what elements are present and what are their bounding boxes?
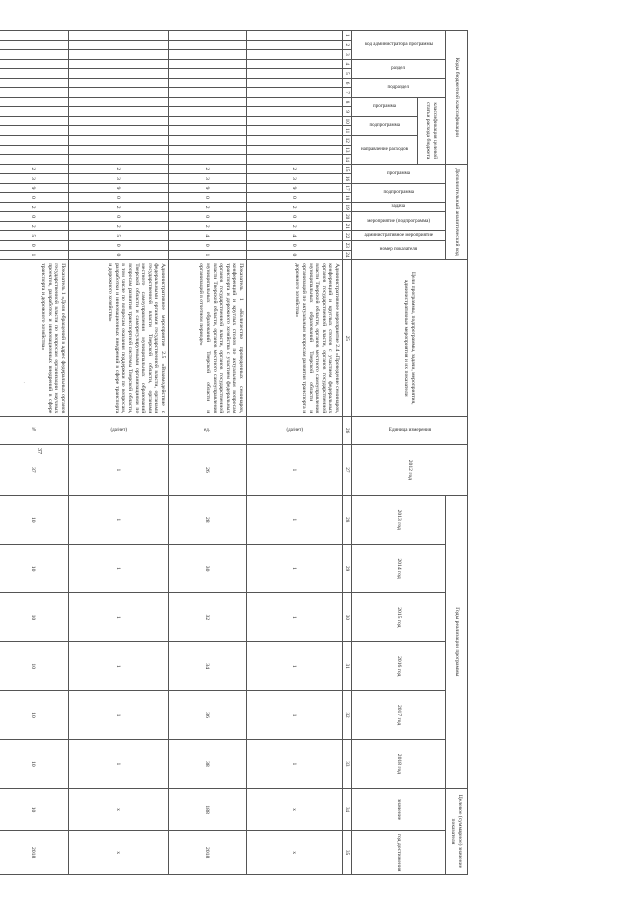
budget-code-cell — [247, 97, 343, 107]
header-target-year: год достижения — [352, 831, 446, 875]
analytic-code-digit: 3 — [247, 174, 343, 184]
column-number: 14 — [343, 155, 352, 165]
budget-code-cell — [0, 69, 69, 79]
budget-code-cell — [169, 50, 247, 60]
budget-code-cell — [169, 31, 247, 41]
unit-cell — [247, 417, 343, 445]
target-value: 10 — [0, 788, 69, 830]
analytic-code-digit: 2 — [69, 202, 169, 212]
analytic-code-digit: 9 — [69, 183, 169, 193]
header-year-2014: 2014 год — [352, 544, 446, 593]
header-additional-title: Дополнительный аналитический код — [446, 164, 468, 260]
budget-code-cell — [247, 50, 343, 60]
analytic-code-digit: 2 — [169, 221, 247, 231]
header-program: программа — [352, 97, 418, 116]
unit-text: ед. — [204, 427, 211, 433]
budget-code-cell — [69, 88, 169, 98]
analytic-code-digit: 9 — [0, 183, 69, 193]
column-number: 15 — [343, 164, 352, 174]
column-number: 23 — [343, 241, 352, 251]
header-subsection: подраздел — [352, 78, 446, 97]
header-section: раздел — [352, 59, 446, 78]
column-number: 34 — [343, 788, 352, 830]
header-base-year: 2012 год — [352, 444, 468, 495]
year-value: 1 — [247, 691, 343, 740]
year-value: 1 — [247, 739, 343, 788]
analytic-code-digit: 0 — [0, 193, 69, 203]
unit-cell — [69, 417, 169, 445]
column-number: 30 — [343, 593, 352, 642]
column-number: 35 — [343, 831, 352, 875]
analytic-code-digit: 2 — [0, 221, 69, 231]
indicator-description: Показатель 1 «Количество проведенных семинаров, конференций и круглых столов по актуальным вопросам транспорта и дорожного хозяйства с участием федеральных органов государственной власти, органов государственной власти Тверской области, органов местного самоуправления муниципальных образований Тверской области и организаций в отчетном периоде» — [169, 260, 247, 417]
budget-code-cell — [0, 116, 69, 126]
header-add-task: задача — [352, 202, 446, 212]
header-target-block: классификация целевой статьи расхода бюджета — [418, 97, 446, 164]
budget-code-cell — [69, 136, 169, 146]
year-value: 30 — [169, 544, 247, 593]
header-add-indicator: номер показателя — [352, 241, 446, 260]
header-target-value: значение — [352, 788, 446, 830]
year-value: 1 — [69, 642, 169, 691]
budget-code-cell — [69, 116, 169, 126]
analytic-code-digit: 2 — [247, 164, 343, 174]
header-year-2017: 2017 год — [352, 691, 446, 740]
header-year-2013: 2013 год — [352, 495, 446, 544]
year-value: 1 — [69, 544, 169, 593]
header-target-title: Целевое (суммарное) значение показателя — [446, 788, 468, 874]
target-year: 2018 — [169, 831, 247, 875]
target-year: х — [69, 831, 169, 875]
analytic-code-digit: 2 — [169, 164, 247, 174]
budget-code-cell — [0, 59, 69, 69]
unit-cell — [0, 417, 69, 445]
budget-code-cell — [169, 88, 247, 98]
target-value: х — [69, 788, 169, 830]
analytic-code-digit: 0 — [247, 193, 343, 203]
indicator-description: Административное мероприятие 2.4 «Проведение семинаров, конференций и круглых столов с участием федеральных органов государственной власти, органов государственной власти Тверской области, органов местного самоуправления муниципальных образований Тверской области и организаций по актуальным вопросам развития транспорта и дорожного хозяйства» — [247, 260, 343, 417]
budget-code-cell — [0, 88, 69, 98]
page-number: 37 — [36, 448, 42, 454]
budget-code-cell — [247, 116, 343, 126]
year-value: 28 — [169, 495, 247, 544]
column-number: 16 — [343, 174, 352, 184]
budget-code-cell — [247, 107, 343, 117]
analytic-code-digit: 0 — [247, 241, 343, 251]
year-value: 10 — [0, 544, 69, 593]
year-value: 1 — [69, 495, 169, 544]
budget-code-cell — [169, 107, 247, 117]
header-codes-title: Коды бюджетной классификации — [446, 31, 468, 165]
year-value: 10 — [0, 739, 69, 788]
budget-code-cell — [247, 88, 343, 98]
analytic-code-digit: 2 — [69, 221, 169, 231]
header-unit: Единица измерения — [352, 417, 468, 445]
column-number: 19 — [343, 202, 352, 212]
rotated-program-table-sheet — [30, 30, 468, 875]
column-number: 5 — [343, 69, 352, 79]
header-goals-title: Цели программы, подпрограммы, задачи, мероприятия, административные мероприятия и их показатели — [352, 260, 468, 417]
analytic-code-digit: 0 — [0, 212, 69, 222]
budget-code-cell — [69, 126, 169, 136]
analytic-code-digit: 0 — [69, 193, 169, 203]
year-value: 1 — [69, 593, 169, 642]
budget-code-cell — [247, 31, 343, 41]
column-number: 22 — [343, 231, 352, 241]
analytic-code-digit: 1 — [169, 250, 247, 260]
column-number: 2 — [343, 40, 352, 50]
analytic-code-digit: 0 — [247, 250, 343, 260]
analytic-code-digit: 0 — [69, 241, 169, 251]
budget-code-cell — [69, 78, 169, 88]
header-add-program: программа — [352, 164, 446, 183]
analytic-code-digit: 3 — [0, 174, 69, 184]
analytic-code-digit: 0 — [247, 212, 343, 222]
column-number: 1 — [343, 31, 352, 41]
budget-code-cell — [169, 69, 247, 79]
analytic-code-digit: 2 — [0, 202, 69, 212]
analytic-code-digit: 9 — [169, 183, 247, 193]
target-year: х — [247, 831, 343, 875]
column-number: 21 — [343, 221, 352, 231]
base-year-value: 1 — [69, 444, 169, 495]
year-value: 1 — [247, 593, 343, 642]
budget-code-cell — [0, 40, 69, 50]
column-number: 13 — [343, 145, 352, 155]
budget-code-cell — [169, 59, 247, 69]
column-number: 17 — [343, 183, 352, 193]
budget-code-cell — [69, 107, 169, 117]
budget-code-cell — [247, 145, 343, 155]
budget-code-cell — [69, 40, 169, 50]
budget-code-cell — [69, 69, 169, 79]
column-number: 28 — [343, 495, 352, 544]
analytic-code-digit: 2 — [0, 164, 69, 174]
header-subprogram: подпрограмма — [352, 116, 418, 135]
base-year-value: 37 — [0, 444, 69, 495]
budget-code-cell — [247, 136, 343, 146]
year-value: 10 — [0, 691, 69, 740]
budget-code-cell — [169, 126, 247, 136]
budget-code-cell — [0, 50, 69, 60]
unit-text: (да/нет) — [286, 427, 303, 433]
header-add-subprogram: подпрограмма — [352, 183, 446, 202]
budget-code-cell — [69, 155, 169, 165]
analytic-code-digit: 4 — [247, 231, 343, 241]
unit-text: % — [31, 427, 36, 433]
budget-code-cell — [0, 31, 69, 41]
analytic-code-digit: 1 — [0, 250, 69, 260]
column-number: 18 — [343, 193, 352, 203]
unit-cell — [169, 417, 247, 445]
table-row — [169, 31, 247, 875]
base-year-value: 26 — [169, 444, 247, 495]
header-year-2015: 2015 год — [352, 593, 446, 642]
budget-code-cell — [0, 78, 69, 88]
budget-code-cell — [247, 40, 343, 50]
budget-code-cell — [69, 145, 169, 155]
budget-code-cell — [0, 126, 69, 136]
budget-code-cell — [69, 97, 169, 107]
column-number: 9 — [343, 107, 352, 117]
budget-code-cell — [247, 155, 343, 165]
table-row — [0, 31, 69, 875]
budget-code-cell — [169, 78, 247, 88]
analytic-code-digit: 2 — [69, 164, 169, 174]
column-number: 33 — [343, 739, 352, 788]
column-number: 25 — [343, 260, 352, 417]
budget-code-cell — [69, 50, 169, 60]
year-value: 32 — [169, 593, 247, 642]
column-number: 29 — [343, 544, 352, 593]
analytic-code-digit: 2 — [169, 202, 247, 212]
column-number: 7 — [343, 88, 352, 98]
header-year-2018: 2018 год — [352, 739, 446, 788]
header-direction: направление расходов — [352, 136, 418, 165]
analytic-code-digit: 4 — [169, 231, 247, 241]
unit-text: (да/нет) — [110, 427, 127, 433]
year-value: 1 — [247, 642, 343, 691]
column-number: 32 — [343, 691, 352, 740]
column-number: 10 — [343, 116, 352, 126]
header-year-2016: 2016 год — [352, 642, 446, 691]
budget-code-cell — [169, 155, 247, 165]
column-number: 26 — [343, 417, 352, 445]
year-value: 1 — [69, 739, 169, 788]
column-number: 24 — [343, 250, 352, 260]
column-number: 20 — [343, 212, 352, 222]
budget-code-cell — [0, 97, 69, 107]
analytic-code-digit: 0 — [169, 241, 247, 251]
budget-code-cell — [169, 136, 247, 146]
indicator-description: Показатель 1 «Доля обращений в адрес федеральных органов государственной власти по вопросам организации научных проектов, разработок и инновационных внедрений в сфере транспорта и дорожного хозяйства» — [0, 260, 69, 417]
analytic-code-digit: 0 — [0, 241, 69, 251]
year-value: 36 — [169, 691, 247, 740]
analytic-code-digit: 9 — [247, 183, 343, 193]
column-number: 6 — [343, 78, 352, 88]
analytic-code-digit: 5 — [0, 231, 69, 241]
budget-code-cell — [69, 31, 169, 41]
budget-code-cell — [0, 136, 69, 146]
year-value: 10 — [0, 642, 69, 691]
program-indicators-table — [0, 30, 468, 875]
analytic-code-digit: 0 — [169, 193, 247, 203]
year-value: 1 — [247, 495, 343, 544]
budget-code-cell — [247, 126, 343, 136]
analytic-code-digit: 3 — [69, 174, 169, 184]
budget-code-cell — [169, 116, 247, 126]
table-row — [69, 31, 169, 875]
year-value: 1 — [247, 544, 343, 593]
analytic-code-digit: 2 — [247, 202, 343, 212]
budget-code-cell — [169, 145, 247, 155]
budget-code-cell — [247, 59, 343, 69]
column-number-row — [343, 31, 352, 875]
column-number: 3 — [343, 50, 352, 60]
header-add-activity: мероприятие (подпрограмма) — [352, 212, 446, 231]
base-year-value: 1 — [247, 444, 343, 495]
column-number: 12 — [343, 136, 352, 146]
header-admin-code: код администратора программы — [352, 31, 446, 60]
analytic-code-digit: 3 — [169, 174, 247, 184]
year-value: 34 — [169, 642, 247, 691]
budget-code-cell — [247, 78, 343, 88]
year-value: 10 — [0, 593, 69, 642]
header-add-admin: административное мероприятие — [352, 231, 446, 241]
column-number: 4 — [343, 59, 352, 69]
indicator-description: Административное мероприятие 2.5 «Взаимодействие с федеральными органами государственной власти, органами государственной власти Тверской области, органами местного самоуправления муниципальных образований Тверской области и саморегулируемыми организациями по вопросам развития транспортной системы Тверской области, в том числе по вопросам оказания поддержки по вопросам, разработки и инновационных внедрений в сфере транспорта и дорожного хозяйства» — [69, 260, 169, 417]
analytic-code-digit: 0 — [69, 250, 169, 260]
budget-code-cell — [69, 59, 169, 69]
analytic-code-digit: 0 — [69, 212, 169, 222]
header-years-title: Годы реализации программы — [446, 495, 468, 788]
target-value: х — [247, 788, 343, 830]
budget-code-cell — [169, 97, 247, 107]
year-value: 1 — [69, 691, 169, 740]
year-value: 10 — [0, 495, 69, 544]
budget-code-cell — [0, 107, 69, 117]
column-number: 27 — [343, 444, 352, 495]
analytic-code-digit: 2 — [247, 221, 343, 231]
budget-code-cell — [0, 155, 69, 165]
column-number: 11 — [343, 126, 352, 136]
target-year: 2018 — [0, 831, 69, 875]
budget-code-cell — [169, 40, 247, 50]
analytic-code-digit: 0 — [169, 212, 247, 222]
budget-code-cell — [247, 69, 343, 79]
analytic-code-digit: 5 — [69, 231, 169, 241]
table-row — [247, 31, 343, 875]
column-number: 31 — [343, 642, 352, 691]
column-number: 8 — [343, 97, 352, 107]
margin-scan-mark: · — [20, 381, 26, 384]
year-value: 38 — [169, 739, 247, 788]
target-value: 188 — [169, 788, 247, 830]
budget-code-cell — [0, 145, 69, 155]
